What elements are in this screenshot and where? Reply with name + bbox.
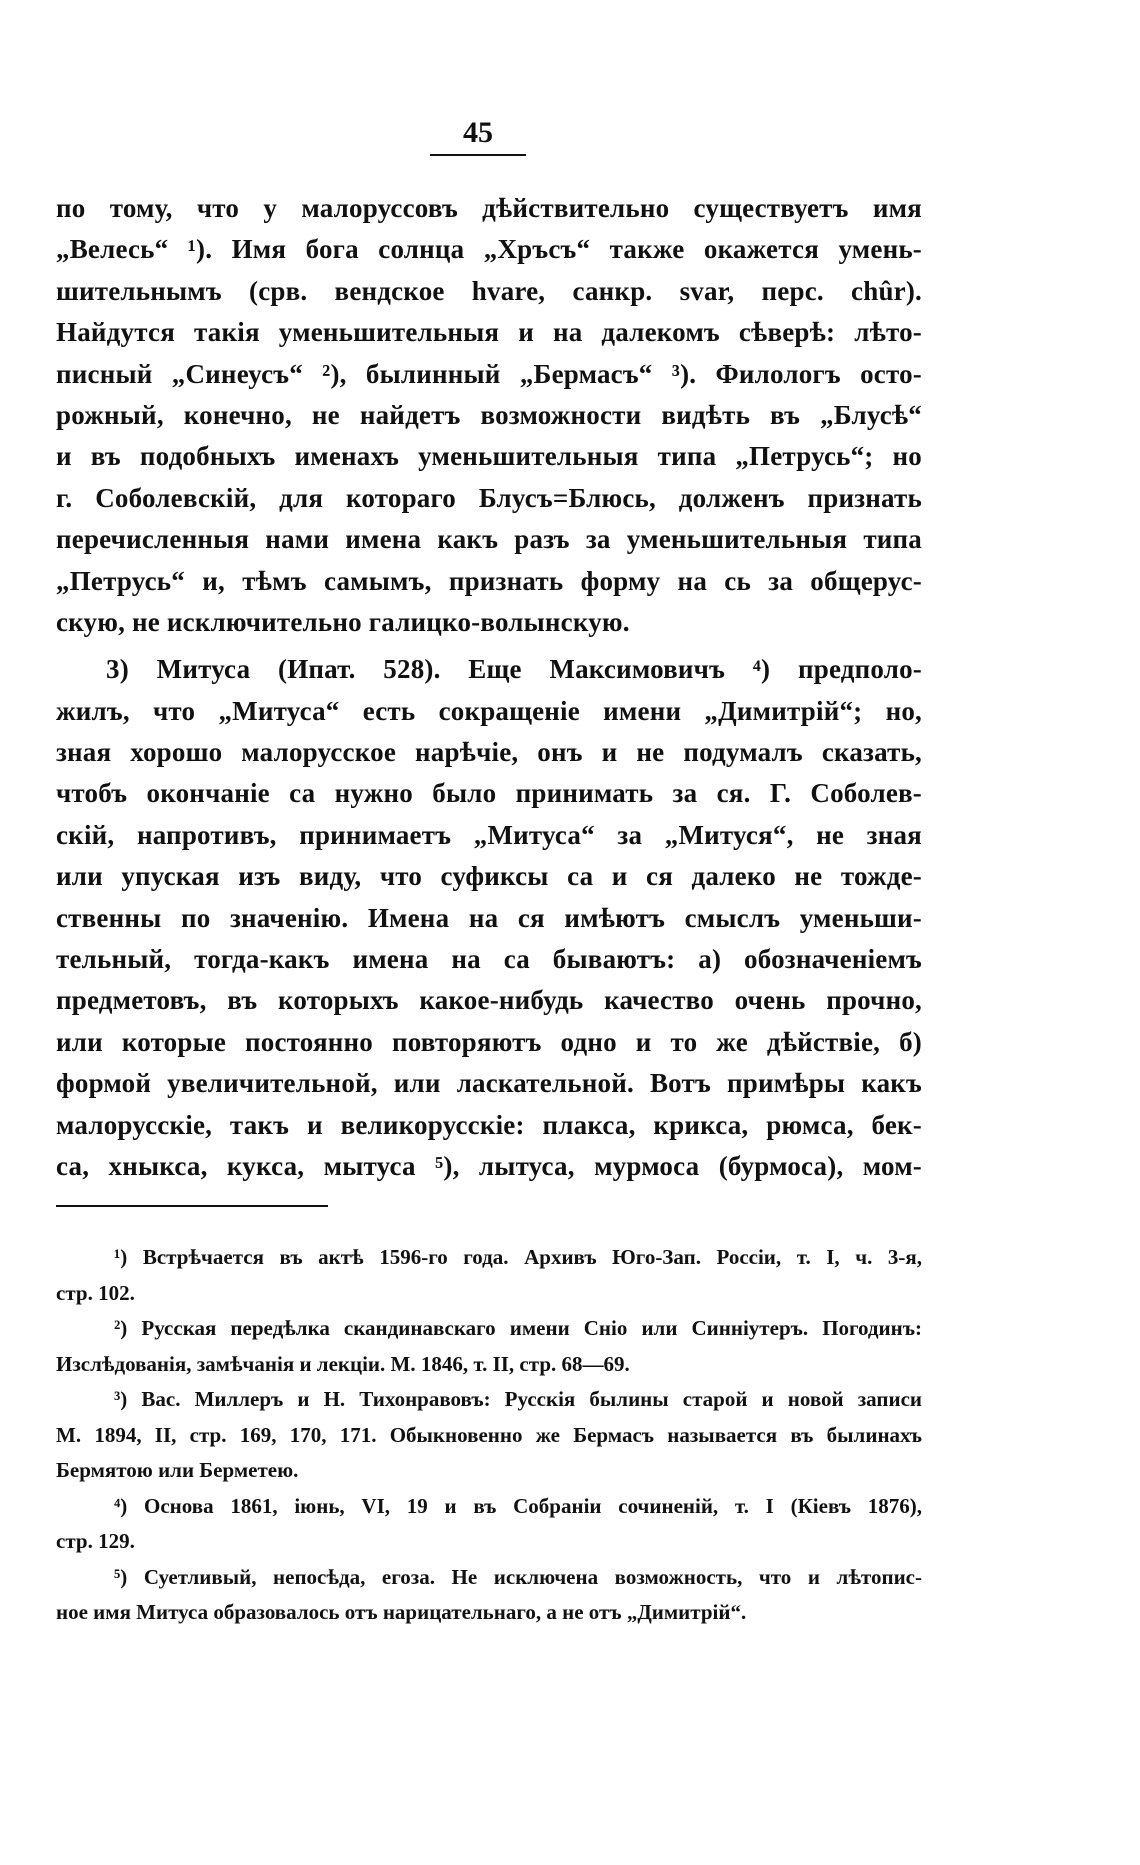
text-line: г. Соболевскій, для котораго Блусъ=Блюсь, долженъ признать <box>56 482 922 513</box>
text-line: перечисленныя нами имена какъ разъ за уменьшительныя типа <box>56 524 922 555</box>
page-number: 45 <box>430 116 526 156</box>
text-line: тельный, тогда-какъ имена на са бываютъ: а) обозначеніемъ <box>56 944 922 975</box>
text-line: чтобъ окончаніе са нужно было принимать за ся. Г. Соболев- <box>56 778 922 809</box>
footnote-line: ное имя Митуса образовалось отъ нарицательнаго, а не отъ „Димитрій“. <box>56 1600 747 1624</box>
footnote-separator <box>56 1205 328 1207</box>
text-line: или упуская изъ виду, что суфиксы са и ся далеко не тожде- <box>56 861 922 892</box>
footnote-line: ⁵) Суетливый, непосѣда, егоза. Не исключена возможность, что и лѣтопис- <box>114 1564 922 1589</box>
footnote-line: Изслѣдованія, замѣчанія и лекціи. М. 1846, т. II, стр. 68—69. <box>56 1351 630 1376</box>
footnote-line: ¹) Встрѣчается въ актѣ 1596-го года. Архивъ Юго-Зап. Россіи, т. I, ч. 3-я, <box>114 1245 922 1269</box>
footnote-line: ³) Вас. Миллеръ и Н. Тихонравовъ: Русскія былины старой и новой записи <box>114 1387 922 1411</box>
text-line: зная хорошо малорусское нарѣчіе, онъ и не подумалъ сказать, <box>56 737 922 768</box>
text-line: по тому, что у малоруссовъ дѣйствительно существуетъ имя <box>56 193 922 223</box>
text-line: 3) Митуса (Ипат. 528). Еще Максимовичъ ⁴) предполо- <box>106 654 922 685</box>
text-line: формой увеличительной, или ласкательной. Вотъ примѣры какъ <box>56 1068 922 1099</box>
footnote-line: М. 1894, II, стр. 169, 170, 171. Обыкновенно же Бермасъ называется въ былинахъ <box>56 1422 922 1447</box>
text-line: ственны по значенію. Имена на ся имѣютъ смыслъ уменьши- <box>56 902 922 933</box>
text-line: скій, напротивъ, принимаетъ „Митуса“ за „Митуся“, не зная <box>56 819 922 850</box>
text-line: писный „Синеусъ“ ²), былинный „Бермасъ“ ³). Филологъ осто- <box>56 358 922 389</box>
text-line: шительнымъ (срв. вендское hvare, санкр. svar, перс. chûr). <box>56 275 922 306</box>
text-line: и въ подобныхъ именахъ уменьшительныя типа „Петрусь“; но <box>56 441 922 472</box>
text-line: „Петрусь“ и, тѣмъ самымъ, признать форму на сь за общерус- <box>56 565 922 596</box>
text-line: скую, не исключительно галицко-волынскую. <box>56 606 630 637</box>
text-line: са, хныкса, кукса, мытуса ⁵), лытуса, мурмоса (бурмоса), мом- <box>56 1150 922 1181</box>
main-text <box>56 188 922 1187</box>
text-line: малорусскіе, такъ и великорусскіе: плакса, крикса, рюмса, бек- <box>56 1109 922 1140</box>
footnote-line: Бермятою или Берметею. <box>56 1458 299 1482</box>
text-line: „Велесь“ ¹). Имя бога солнца „Хръсъ“ также окажется умень- <box>56 234 922 265</box>
footnote-line: стр. 102. <box>56 1280 135 1305</box>
text-line: предметовъ, въ которыхъ какое-нибудь качество очень прочно, <box>56 985 922 1016</box>
footnotes <box>56 1240 922 1631</box>
text-line: или которые постоянно повторяютъ одно и то же дѣйствіе, б) <box>56 1026 922 1057</box>
text-line: рожный, конечно, не найдетъ возможности видѣть въ „Блусѣ“ <box>56 399 922 430</box>
text-line: жилъ, что „Митуса“ есть сокращеніе имени „Димитрій“; но, <box>56 695 922 726</box>
footnote-line: ⁴) Основа 1861, іюнь, VI, 19 и въ Собраніи сочиненій, т. I (Кіевъ 1876), <box>114 1493 922 1518</box>
text-line: Найдутся такія уменьшительныя и на далекомъ сѣверѣ: лѣто- <box>56 317 922 348</box>
footnote-line: стр. 129. <box>56 1529 135 1553</box>
footnote-line: ²) Русская передѣлка скандинавскаго имени Сніо или Синніутеръ. Погодинъ: <box>114 1316 922 1340</box>
